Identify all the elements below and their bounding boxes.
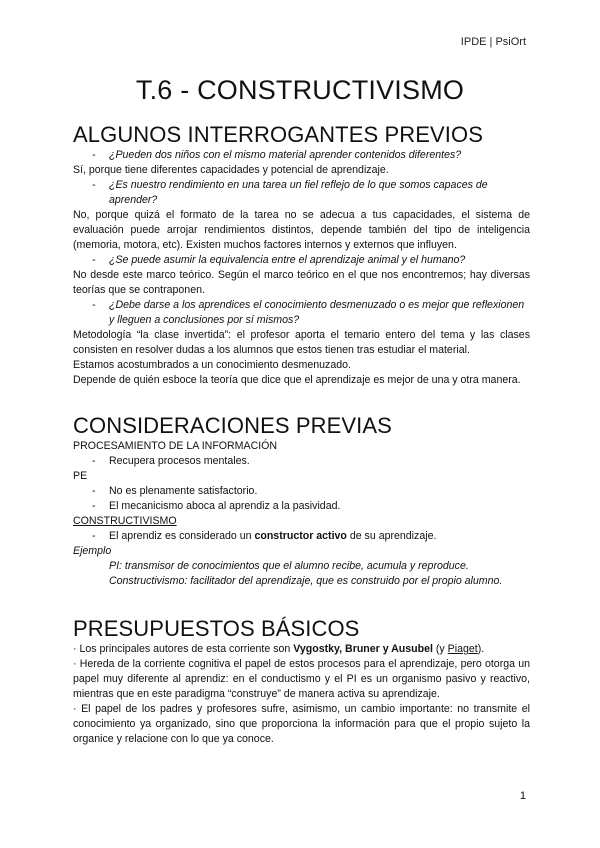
answer-2: No, porque quizá el formato de la tarea no se adecua a tus capacidades, el sistema de evaluación puede arrojar rendimientos distintos, depende también del tipo de inteligencia (memoria, motora, etc). Existen muchos factores internos y externos que influyen. xyxy=(73,209,530,251)
question-2: - ¿Es nuestro rendimiento en una tarea un fiel reflejo de lo que somos capaces de aprender? xyxy=(92,179,488,206)
list-dash: - xyxy=(92,299,96,311)
pe-item-1: - No es plenamente satisfactorio. xyxy=(92,485,258,497)
list-dash: - xyxy=(92,149,96,161)
piaget-link[interactable]: Piaget xyxy=(447,643,478,655)
answer-1: Sí, porque tiene diferentes capacidades y potencial de aprendizaje. xyxy=(73,164,389,176)
page-header: IPDE | PsiOrt xyxy=(460,36,526,48)
list-dash: - xyxy=(92,179,96,191)
list-dash: - xyxy=(92,485,96,497)
answer-4a: Metodología “la clase invertida”: el profesor aporta el temario entero del tema y las clases consisten en resolver dudas a los alumnos que estos tienen tras estudiar el material. xyxy=(73,329,530,356)
section-heading-presupuestos: PRESUPUESTOS BÁSICOS xyxy=(73,616,360,641)
question-4: - ¿Debe darse a los aprendices el conocimiento desmenuzado o es mejor que reflexionen y lleguen a conclusiones por sí mismos? xyxy=(92,299,525,326)
list-dash: - xyxy=(92,254,96,266)
section-heading-consideraciones: CONSIDERACIONES PREVIAS xyxy=(73,413,392,438)
pe-label: PE xyxy=(73,470,88,482)
list-dash: - xyxy=(92,500,96,512)
pe-item-2: - El mecanicismo aboca al aprendiz a la pasividad. xyxy=(92,500,341,512)
example-label: Ejemplo xyxy=(73,545,112,557)
answer-4b: Estamos acostumbrados a un conocimiento desmenuzado. xyxy=(73,359,351,371)
question-3: - ¿Se puede asumir la equivalencia entre el aprendizaje animal y el humano? xyxy=(92,254,466,266)
paragraph-heritage: · Hereda de la corriente cognitiva el papel de estos procesos para el aprendizaje, pero otorga un papel muy diferente al aprendiz: en el conductismo y el PI es un organismo pasivo y reactivo, mientras que en este paradigma “construye” de manera activa su aprendizaje. xyxy=(73,658,530,700)
page-number: 1 xyxy=(519,790,526,802)
paragraph-authors: · Los principales autores de esta corriente son Vygostky, Bruner y Ausubel (y Piaget). xyxy=(73,643,485,655)
page-content xyxy=(73,122,530,747)
list-dash: - xyxy=(92,530,96,542)
paragraph-roles: · El papel de los padres y profesores sufre, asimismo, un cambio importante: no transmite el conocimiento ya organizado, sino que proporciona la información para que el propio sujeto la organice y relacione con lo que ya conoce. xyxy=(73,703,530,745)
question-1: - ¿Pueden dos niños con el mismo material aprender contenidos diferentes? xyxy=(92,149,462,161)
list-dash: - xyxy=(92,455,96,467)
constructivismo-item: - El aprendiz es considerado un constructor activo de su aprendizaje. xyxy=(92,530,437,542)
example-line-1: PI: transmisor de conocimientos que el alumno recibe, acumula y reproduce. xyxy=(109,560,469,572)
example-line-2: Constructivismo: facilitador del aprendizaje, que es construido por el propio alumno. xyxy=(109,575,503,587)
constructivismo-label: CONSTRUCTIVISMO xyxy=(73,515,177,527)
pi-label: PROCESAMIENTO DE LA INFORMACIÓN xyxy=(73,440,278,452)
section-heading-interrogantes: ALGUNOS INTERROGANTES PREVIOS xyxy=(73,122,483,147)
pi-item: - Recupera procesos mentales. xyxy=(92,455,250,467)
answer-3: No desde este marco teórico. Según el marco teórico en el que nos encontremos; hay diversas teorías que se contraponen. xyxy=(73,269,530,296)
page-title: T.6 - CONSTRUCTIVISMO xyxy=(135,75,465,105)
answer-4c: Depende de quién esboce la teoría que dice que el aprendizaje es mejor de una y otra manera. xyxy=(73,374,521,386)
